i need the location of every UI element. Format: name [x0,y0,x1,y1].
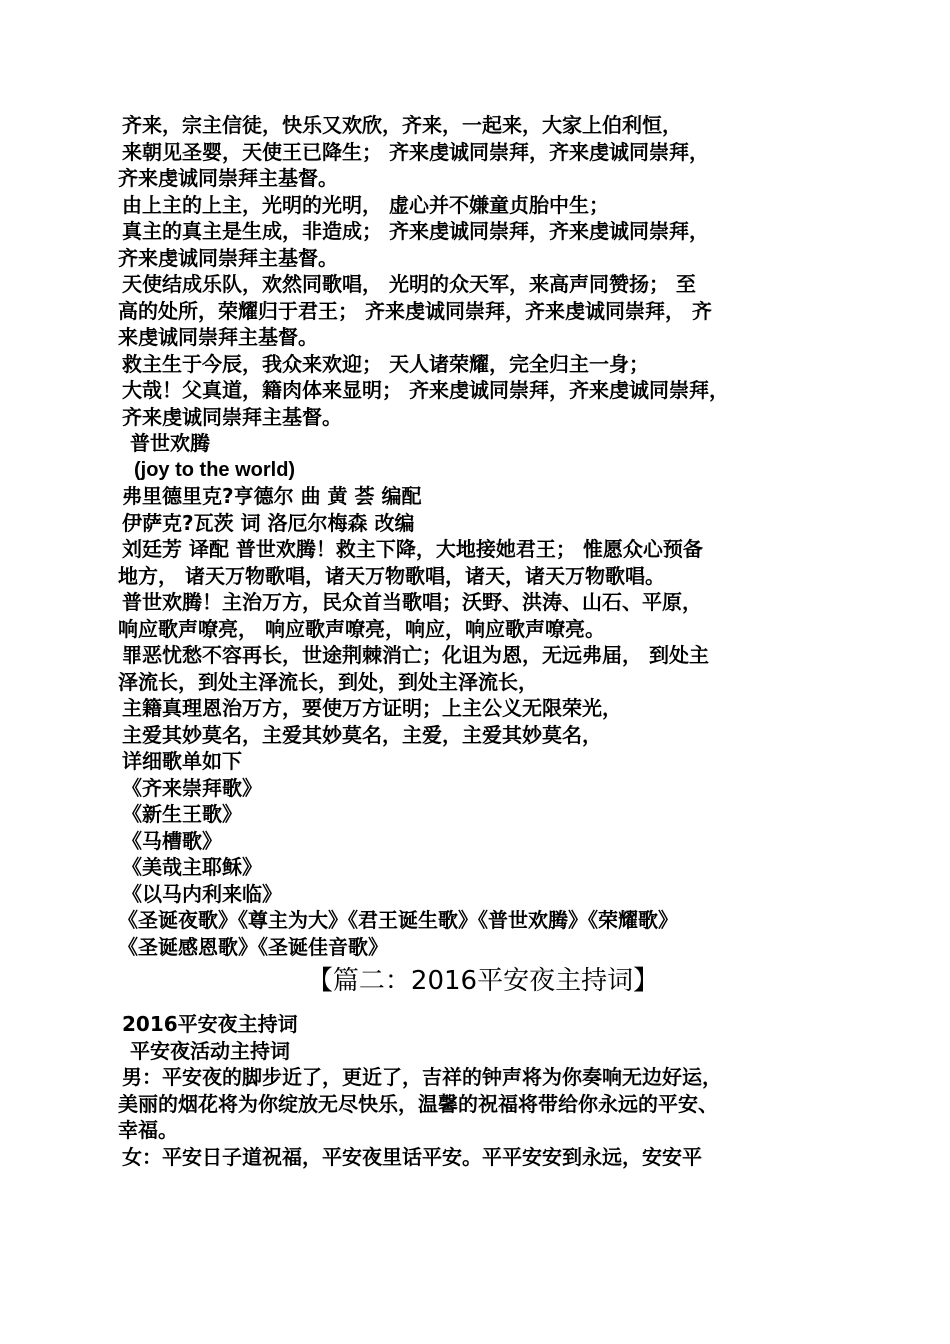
text-line: 地方， 诸天万物歌唱，诸天万物歌唱，诸天，诸天万物歌唱。 [118,563,665,588]
text-line: 齐来虔诚同崇拜主基督。 [118,245,338,270]
section-title: 2016平安夜主持词 [122,1012,298,1036]
text-line: 刘廷芳 译配 普世欢腾！救主下降，大地接她君王； 惟愿众心预备 [122,537,703,561]
text-line: 来朝见圣婴，天使王已降生； 齐来虔诚同崇拜，齐来虔诚同崇拜， [122,139,709,164]
song-title: 普世欢腾 [130,431,210,455]
text-line: 详细歌单如下 [122,749,242,773]
text-line: 罪恶忧愁不容再长，世途荆棘消亡；化诅为恩，无远弗届， 到处主 [122,643,709,667]
song-list-item: 《以马内利来临》 [122,881,282,906]
text-line: 天使结成乐队，欢然同歌唱， 光明的众天军，来高声同赞扬； 至 [122,272,696,296]
song-list-item: 《马槽歌》 [122,828,222,853]
song-list-item: 《新生王歌》 [122,802,242,826]
text-line: 弗里德里克?亨德尔 曲 黄 荟 编配 [122,484,422,508]
text-line: 响应歌声嘹亮， 响应歌声嘹亮，响应，响应歌声嘹亮。 [118,616,605,641]
text-line: 主爱其妙莫名，主爱其妙莫名，主爱，主爱其妙莫名， [122,722,602,747]
song-list-item: 《美哉主耶稣》 [122,855,262,879]
song-list-item: 《齐来崇拜歌》 [122,775,262,800]
text-line: 高的处所，荣耀归于君王； 齐来虔诚同崇拜，齐来虔诚同崇拜， 齐 [118,298,712,323]
text-line: 由上主的上主，光明的光明， 虚心并不嫌童贞胎中生； [122,192,609,217]
text-line: 伊萨克?瓦茨 词 洛厄尔梅森 改编 [122,510,415,535]
song-list-item: 《圣诞感恩歌》《圣诞佳音歌》 [118,934,388,959]
song-subtitle: (joy to the world) [134,458,296,481]
text-line: 幸福。 [118,1118,178,1142]
text-line: 普世欢腾！主治万方，民众首当歌唱；沃野、洪涛、山石、平原， [122,590,702,614]
text-line: 女：平安日子道祝福，平安夜里话平安。平平安安到永远，安安平 [122,1144,702,1169]
section-heading: 【篇二：2016平安夜主持词】 [306,966,660,996]
section-subtitle: 平安夜活动主持词 [130,1038,290,1063]
text-line: 救主生于今辰，我众来欢迎； 天人诸荣耀，完全归主一身； [122,351,649,376]
text-line: 泽流长，到处主泽流长，到处，到处主泽流长， [118,669,538,694]
text-line: 来虔诚同崇拜主基督。 [118,325,318,349]
song-list-item: 《圣诞夜歌》《尊主为大》《君王诞生歌》《普世欢腾》《荣耀歌》 [118,908,678,932]
text-line: 齐来虔诚同崇拜主基督。 [118,166,338,190]
text-line: 男：平安夜的脚步近了，更近了，吉祥的钟声将为你奏响无边好运， [122,1065,722,1089]
text-line: 真主的真主是生成，非造成； 齐来虔诚同崇拜，齐来虔诚同崇拜， [122,219,709,243]
text-line: 主籍真理恩治万方，要使万方证明；上主公义无限荣光， [122,696,622,720]
text-line: 大哉！父真道，籍肉体来显明； 齐来虔诚同崇拜，齐来虔诚同崇拜， [122,378,729,402]
text-line: 美丽的烟花将为你绽放无尽快乐，温馨的祝福将带给你永远的平安、 [118,1091,718,1116]
text-line: 齐来虔诚同崇拜主基督。 [122,404,342,429]
document-page [118,112,840,1170]
text-line: 齐来，宗主信徒，快乐又欢欣，齐来，一起来，大家上伯利恒， [122,113,682,137]
